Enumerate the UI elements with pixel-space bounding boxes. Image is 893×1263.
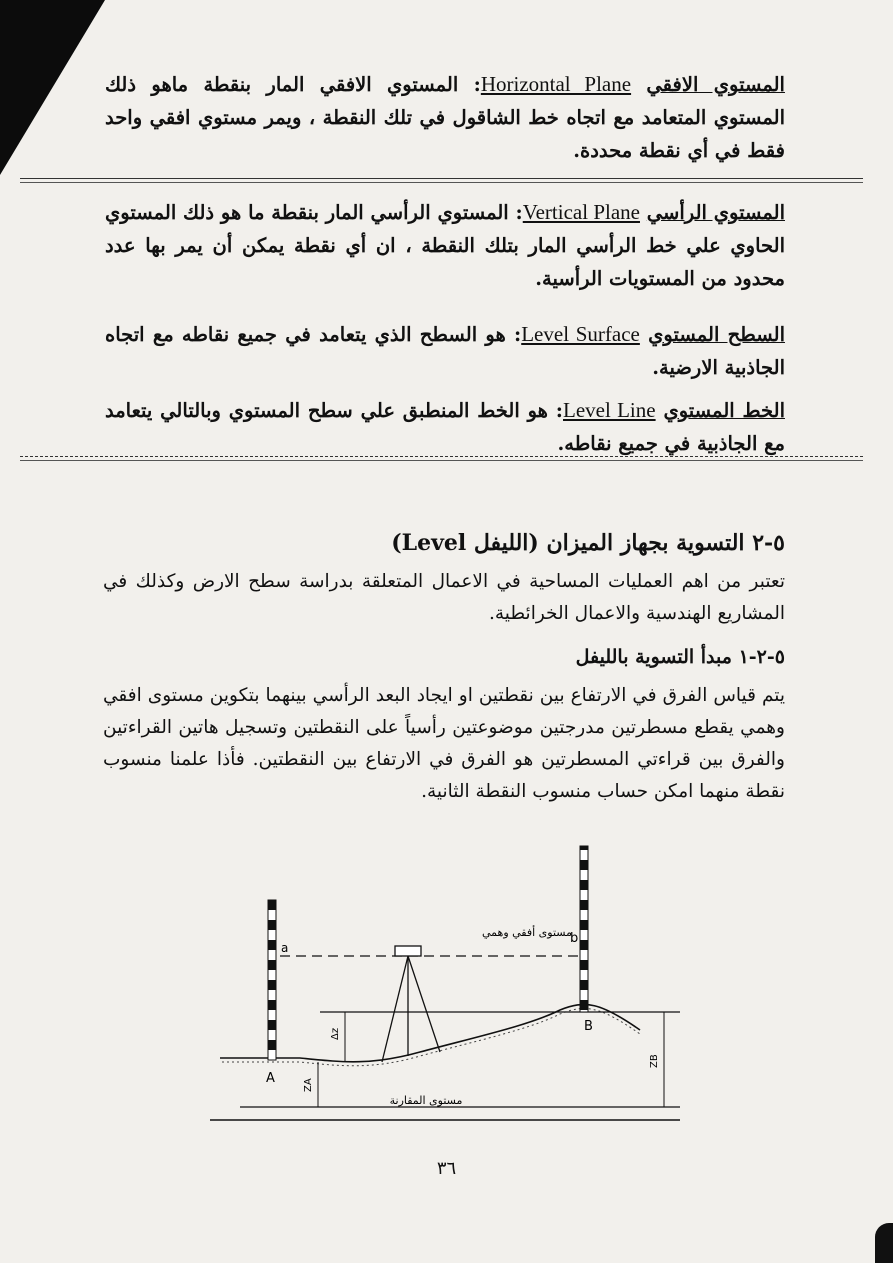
term-english: Level Surface	[521, 322, 640, 346]
label-plane: مستوى أفقي وهمي	[482, 926, 572, 939]
term-english: Horizontal Plane	[480, 72, 632, 96]
label-za: ZA	[303, 1078, 314, 1092]
definition-level-line: الخط المستوي Level Line: هو الخط المنطبق علي سطح المستوي وبالتالي يتعامد مع الجاذبية في جميع نقاطه.	[105, 398, 785, 455]
separator-line	[20, 456, 863, 461]
sub-heading: ٥-٢-١ مبدأ التسوية بالليفل	[575, 646, 785, 668]
scan-shadow-top-left	[0, 0, 105, 175]
definition-text: المستوي الافقي المار بنقطة ماهو ذلك المستوي المتعامد مع اتجاه خط الشاقول في تلك النقطة ، ويمر مستوي افقي واحد فقط في أي نقطة محددة.	[105, 73, 785, 162]
label-dz: Δz	[330, 1027, 341, 1040]
label-a: a	[281, 941, 289, 955]
definition-vertical-plane: المستوي الرأسي Vertical Plane: المستوي الرأسي المار بنقطة ما هو ذلك المستوي الحاوي علي خط الرأسي المار بتلك النقطة ، ان أي نقطة يمكن أن يمر بها عدد محدود من المستويات الرأسية.	[105, 200, 785, 290]
definition-text: هو السطح الذي يتعامد في جميع نقاطه مع اتجاه الجاذبية الارضية.	[105, 323, 785, 379]
definition-horizontal-plane: المستوي الافقي Horizontal Plane: المستوي الافقي المار بنقطة ماهو ذلك المستوي المتعامد مع اتجاه خط الشاقول في تلك النقطة ، ويمر مستوي افقي واحد فقط في أي نقطة محددة.	[105, 72, 785, 162]
section-intro: تعتبر من اهم العمليات المساحية في الاعمال المتعلقة بدراسة سطح الارض وكذلك في المشاريع الهندسية والاعمال الخرائطية.	[103, 571, 785, 624]
label-b: b	[570, 931, 579, 946]
label-B: B	[584, 1019, 593, 1034]
term-arabic: السطح المستوي	[648, 323, 785, 346]
term-arabic: المستوي الرأسي	[646, 201, 785, 224]
ground-hatch	[222, 1009, 640, 1066]
label-zb: ZB	[649, 1054, 660, 1068]
section-heading: ٥-٢ التسوية بجهاز الميزان (الليفل Level)	[391, 530, 785, 556]
definition-level-surface: السطح المستوي Level Surface: هو السطح الذي يتعامد في جميع نقاطه مع اتجاه الجاذبية الارضية.	[105, 322, 785, 379]
staff-B	[580, 846, 588, 1012]
principle-paragraph: يتم قياس الفرق في الارتفاع بين نقطتين او ايجاد البعد الرأسي بينهما بتكوين مستوى افقي وهمي يقطع مسطرتين مدرجتين موضوعتين رأسياً على النقطتين وتسجيل هاتين القراءتين والفرق بين قراءتي المسطرتين هو الفرق في الارتفاع بين النقطتين. فأذا علمنا منسوب نقطة منهما امكن حساب منسوب النقطة الثانية.	[103, 685, 785, 802]
page-number: ٣٦	[436, 1158, 457, 1179]
definition-text: المستوي الرأسي المار بنقطة ما هو ذلك المستوي الحاوي علي خط الرأسي المار بتلك النقطة ، ان أي نقطة يمكن أن يمر بها عدد محدود من المستويات الرأسية.	[105, 201, 785, 290]
level-instrument	[395, 946, 421, 956]
separator-line	[20, 178, 863, 183]
label-A: A	[266, 1071, 275, 1086]
staff-A	[268, 900, 276, 1060]
term-arabic: المستوي الافقي	[646, 73, 785, 96]
tripod-leg	[408, 956, 440, 1052]
tripod-leg	[382, 956, 408, 1062]
scan-shadow-bottom-right	[875, 1223, 893, 1263]
leveling-diagram	[0, 840, 893, 1140]
term-english: Level Line	[563, 398, 656, 422]
definition-text: هو الخط المنطبق علي سطح المستوي وبالتالي يتعامد مع الجاذبية في جميع نقاطه.	[105, 399, 785, 455]
term-english: Vertical Plane	[522, 200, 640, 224]
ground-profile	[220, 1005, 640, 1062]
term-arabic: الخط المستوي	[663, 399, 785, 422]
label-datum: مستوى المقارنة	[389, 1094, 463, 1107]
